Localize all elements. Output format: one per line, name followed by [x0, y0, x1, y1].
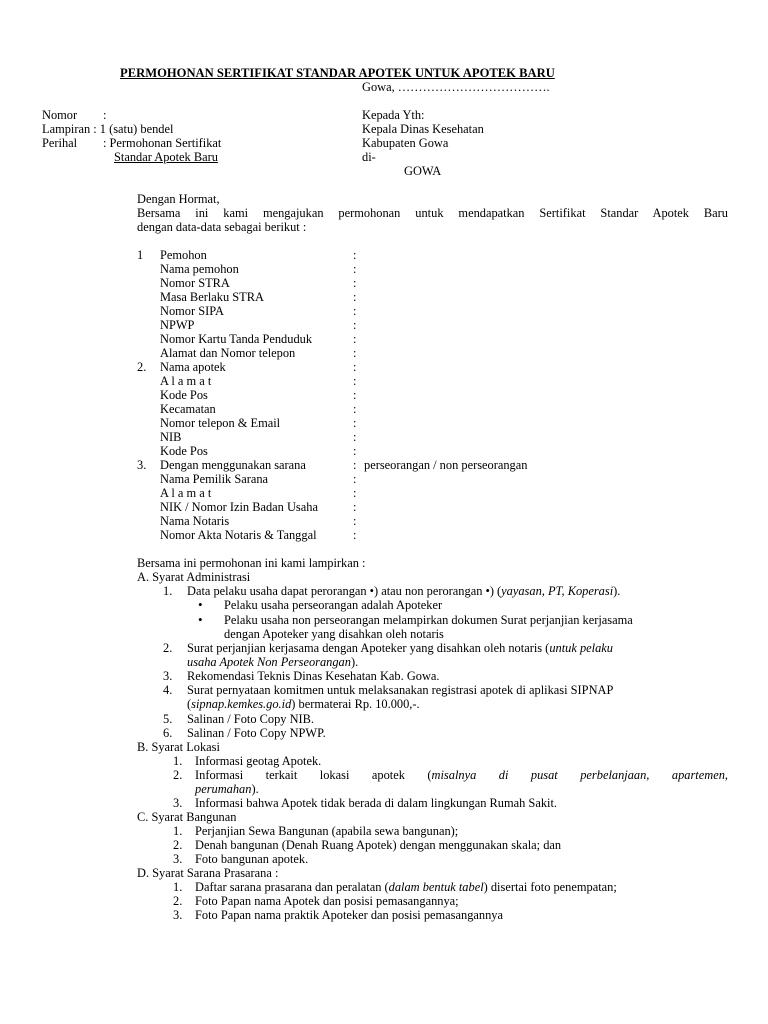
- data-list-colon: :: [353, 346, 357, 360]
- nomor-colon: :: [103, 108, 107, 122]
- a-item2-line2: usaha Apotek Non Perseorangan).: [187, 655, 359, 669]
- data-list-number: 1: [137, 248, 144, 262]
- data-list-label: Alamat dan Nomor telepon: [160, 346, 296, 360]
- c-item3-num: 3.: [173, 852, 183, 866]
- recipient-line-1: Kepada Yth:: [362, 108, 425, 122]
- nomor-label: Nomor: [42, 108, 78, 122]
- data-list-colon: :: [353, 416, 357, 430]
- data-list-label: Nomor SIPA: [160, 304, 224, 318]
- a-item3-text: Rekomendasi Teknis Dinas Kesehatan Kab. Gowa.: [187, 669, 440, 683]
- c-item2-text: Denah bangunan (Denah Ruang Apotek) dengan menggunakan skala; dan: [195, 838, 562, 852]
- d-item1-text: Daftar sarana prasarana dan peralatan (dalam bentuk tabel) disertai foto penempatan;: [195, 880, 617, 894]
- recipient-line-5: GOWA: [404, 164, 442, 178]
- data-list-label: A l a m a t: [160, 486, 212, 500]
- data-list-colon: :: [353, 528, 357, 542]
- data-list-number: 2.: [137, 360, 147, 374]
- a-item1-text: Data pelaku usaha dapat perorangan •) atau non perorangan •) (yayasan, PT, Koperasi).: [187, 584, 621, 598]
- data-list-label: NPWP: [160, 318, 195, 332]
- data-list-label: Nama apotek: [160, 360, 226, 374]
- perihal-value: : Permohonan Sertifikat: [103, 136, 222, 150]
- perihal-label: Perihal: [42, 136, 78, 150]
- data-list-colon: :: [353, 304, 357, 318]
- section-d-heading: D. Syarat Sarana Prasarana :: [137, 866, 279, 880]
- lampiran-line: Lampiran : 1 (satu) bendel: [42, 122, 174, 136]
- recipient-line-3: Kabupaten Gowa: [362, 136, 449, 150]
- data-list-label: Nomor Akta Notaris & Tanggal: [160, 528, 317, 542]
- data-list-colon: :: [353, 262, 357, 276]
- d-item3-text: Foto Papan nama praktik Apoteker dan posisi pemasangannya: [195, 908, 503, 922]
- place-date: Gowa, ……………………………….: [362, 80, 550, 94]
- a-item1-num: 1.: [163, 584, 173, 598]
- recipient-line-4: di-: [362, 150, 376, 164]
- b-item3-num: 3.: [173, 796, 183, 810]
- data-list-label: Pemohon: [160, 248, 207, 262]
- data-list-label: Nama pemohon: [160, 262, 239, 276]
- section-b-heading: B. Syarat Lokasi: [137, 740, 220, 754]
- b-item2-text: Informasi terkait lokasi apotek (misalnya di pusat perbelanjaan, apartemen,: [195, 768, 728, 782]
- a-item4-num: 4.: [163, 683, 173, 697]
- data-list-label: Nama Pemilik Sarana: [160, 472, 269, 486]
- document-title: PERMOHONAN SERTIFIKAT STANDAR APOTEK UNTUK APOTEK BARU: [120, 66, 555, 80]
- d-item3-num: 3.: [173, 908, 183, 922]
- a-item6-text: Salinan / Foto Copy NPWP.: [187, 726, 326, 740]
- data-list-label: Kode Pos: [160, 388, 208, 402]
- b-item1-text: Informasi geotag Apotek.: [195, 754, 322, 768]
- data-list-label: Kecamatan: [160, 402, 216, 416]
- a-item2-num: 2.: [163, 641, 173, 655]
- section-a-heading: A. Syarat Administrasi: [137, 570, 251, 584]
- data-list-colon: :: [353, 430, 357, 444]
- b-item2-line2: perumahan).: [195, 782, 259, 796]
- a-item2-text: Surat perjanjian kerjasama dengan Apoteker yang disahkan oleh notaris (untuk pelaku: [187, 641, 613, 655]
- data-list-colon: :: [353, 486, 357, 500]
- data-list-colon: :: [353, 514, 357, 528]
- d-item2-text: Foto Papan nama Apotek dan posisi pemasangannya;: [195, 894, 459, 908]
- data-list-colon: :: [353, 472, 357, 486]
- a-bullet-2: • Pelaku usaha non perseorangan melampirkan dokumen Surat perjanjian kerjasama: [224, 613, 633, 627]
- data-list-colon: :: [353, 360, 357, 374]
- data-list-number: 3.: [137, 458, 147, 472]
- data-list-colon: :: [353, 332, 357, 346]
- data-list-colon: :: [353, 318, 357, 332]
- b-item1-num: 1.: [173, 754, 183, 768]
- opening-paragraph-line1: Bersama ini kami mengajukan permohonan untuk mendapatkan Sertifikat Standar Apotek Baru: [137, 206, 728, 220]
- a-item4-line2: (sipnap.kemkes.go.id) bermaterai Rp. 10.000,-.: [187, 697, 420, 711]
- a-bullet-1: • Pelaku usaha perseorangan adalah Apoteker: [224, 598, 442, 612]
- data-list-label: NIK / Nomor Izin Badan Usaha: [160, 500, 318, 514]
- data-list-colon: :: [353, 458, 357, 472]
- data-list-colon: :: [353, 402, 357, 416]
- data-list-label: Nomor STRA: [160, 276, 230, 290]
- data-list-colon: :: [353, 388, 357, 402]
- c-item2-num: 2.: [173, 838, 183, 852]
- data-list-label: A l a m a t: [160, 374, 212, 388]
- perihal-value-line2: Standar Apotek Baru: [114, 150, 218, 164]
- data-list-colon: :: [353, 500, 357, 514]
- data-list-label: Nomor Kartu Tanda Penduduk: [160, 332, 313, 346]
- a-item6-num: 6.: [163, 726, 173, 740]
- greeting: Dengan Hormat,: [137, 192, 220, 206]
- a-item5-num: 5.: [163, 712, 173, 726]
- recipient-line-2: Kepala Dinas Kesehatan: [362, 122, 484, 136]
- attachments-intro: Bersama ini permohonan ini kami lampirkan :: [137, 556, 366, 570]
- data-list-colon: :: [353, 276, 357, 290]
- data-list-colon: :: [353, 290, 357, 304]
- data-list-label: Dengan menggunakan sarana: [160, 458, 306, 472]
- data-list-label: Nama Notaris: [160, 514, 230, 528]
- a-bullet-2-line2: dengan Apoteker yang disahkan oleh notaris: [224, 627, 444, 641]
- data-list-colon: :: [353, 444, 357, 458]
- a-item4-text: Surat pernyataan komitmen untuk melaksanakan registrasi apotek di aplikasi SIPNAP: [187, 683, 614, 697]
- c-item1-text: Perjanjian Sewa Bangunan (apabila sewa bangunan);: [195, 824, 459, 838]
- data-list-colon: :: [353, 248, 357, 262]
- data-list-value: perseorangan / non perseorangan: [364, 458, 528, 472]
- opening-paragraph-line2: dengan data-data sebagai berikut :: [137, 220, 307, 234]
- data-list-label: Kode Pos: [160, 444, 208, 458]
- d-item1-num: 1.: [173, 880, 183, 894]
- data-list-label: Nomor telepon & Email: [160, 416, 281, 430]
- c-item3-text: Foto bangunan apotek.: [195, 852, 309, 866]
- c-item1-num: 1.: [173, 824, 183, 838]
- a-item5-text: Salinan / Foto Copy NIB.: [187, 712, 315, 726]
- data-list-label: NIB: [160, 430, 182, 444]
- section-c-heading: C. Syarat Bangunan: [137, 810, 237, 824]
- data-list-colon: :: [353, 374, 357, 388]
- b-item2-num: 2.: [173, 768, 183, 782]
- a-item3-num: 3.: [163, 669, 173, 683]
- d-item2-num: 2.: [173, 894, 183, 908]
- data-list-label: Masa Berlaku STRA: [160, 290, 264, 304]
- b-item3-text: Informasi bahwa Apotek tidak berada di dalam lingkungan Rumah Sakit.: [195, 796, 557, 810]
